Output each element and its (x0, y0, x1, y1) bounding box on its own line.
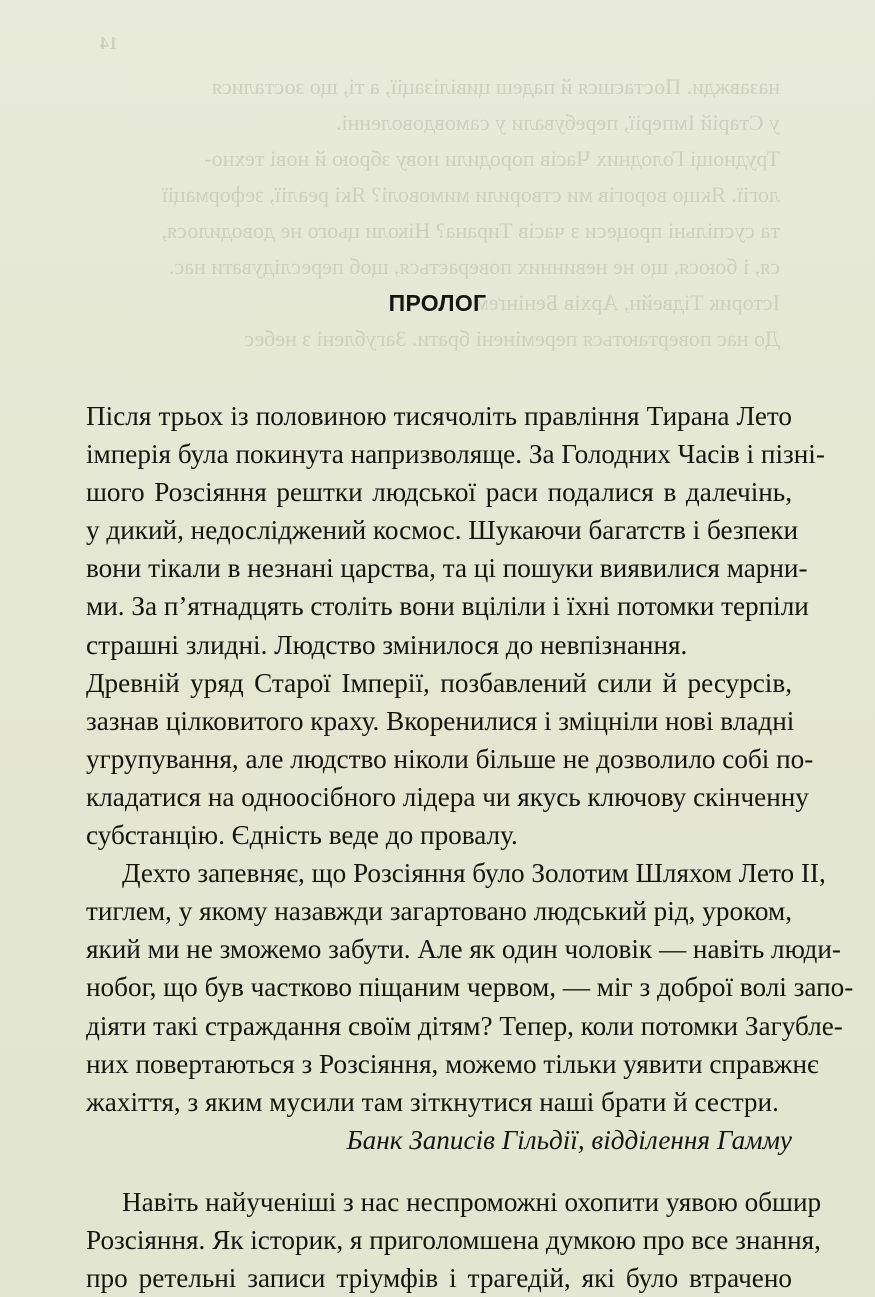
body-text (86, 397, 854, 1297)
text-line: Древній уряд Старої Імперії, позбавлений сили й ресурсів, (86, 667, 792, 698)
text-line: Дехто запевняє, що Розсіяння було Золотим Шляхом Лето II, (122, 858, 826, 889)
text-line: нобог, що був частково піщаним червом, — міг з доброї волі запо- (86, 972, 854, 1003)
bleed-page-number: 14 (100, 33, 118, 53)
bleed-line: у Старій Імперії, перебували у самовдоволенні. (336, 110, 780, 135)
bleed-line: та суспільні процеси з часів Тирана? Ніколи цього не доводилося, (161, 218, 780, 243)
bleed-line: Історик Тідвейн, Архів Бенінґем (474, 290, 780, 315)
text-line: імперія була покинута напризволяще. За Голодних Часів і пізні- (86, 439, 825, 470)
text-line: ми. За п’ятнадцять століть вони вціліли і їхні потомки терпіли (86, 591, 809, 622)
text-line: вони тікали в незнані царства, та ці пошуки виявилися марни- (86, 553, 808, 584)
text-line: тиглем, у якому назавжди загартовано людський рід, уроком, (86, 896, 792, 927)
text-line: про ретельні записи тріумфів і трагедій, які було втрачено (86, 1263, 792, 1294)
text-line: який ми не зможемо забути. Але як один чоловік — навіть люди- (86, 934, 841, 965)
paragraph-1 (86, 397, 825, 664)
text-line: Навіть найученіші з нас неспроможні охопити уявою обшир (122, 1186, 822, 1217)
text-line: страшні злидні. Людство змінилося до невпізнання. (86, 629, 688, 660)
text-line: шого Розсіяння рештки людської раси подалися в далечінь, (86, 477, 792, 508)
bleed-line: логії. Якщо ворогів ми створили мимоволі? Які реалії, зеформації (161, 182, 780, 207)
text-line: субстанцію. Єдність веде до провалу. (86, 820, 518, 851)
text-line: кладатися на одноосібного лідера чи якусь ключову скінченну (86, 781, 809, 812)
text-line: зазнав цілковитого краху. Вкоренилися і зміцніли нові владні (86, 705, 795, 736)
bleed-line: Труднощі Голодних Часів породили нову зброю й нові техно- (204, 146, 780, 171)
text-line: Розсіяння. Як історик, я приголомшена думкою про все знання, (86, 1224, 821, 1255)
text-line: угрупування, але людство ніколи більше не дозволило собі по- (86, 743, 814, 774)
chapter-heading: ПРОЛОГ (388, 290, 487, 316)
text-line: діяти такі страждання своїм дітям? Тепер, коли потомки Загубле- (86, 1010, 843, 1041)
paragraph-2 (86, 664, 814, 854)
bleed-line: ся, і боюся, що не невинних поверається, щоб переслідувати нас. (168, 254, 780, 279)
text-line: Після трьох із половиною тисячоліть правління Тирана Лето (86, 401, 792, 431)
paragraph-3 (86, 854, 854, 1159)
bleed-line: До нас повертаються перемінені брати. Загублені з небес (244, 326, 780, 351)
text-line: у дикий, недосліджений космос. Шукаючи багатств і безпеки (86, 515, 799, 546)
text-line: жахіття, з яким мусили там зіткнутися наші брати й сестри. (86, 1086, 779, 1117)
epigraph-attribution: Банк Записів Гільдії, відділення Гамму (346, 1124, 792, 1155)
text-line: них повертаються з Розсіяння, можемо тільки уявити справжнє (86, 1048, 819, 1079)
bleed-line: назавжди. Постаєшся й падеш цивілізації, а ті, що зосталися (211, 74, 780, 99)
